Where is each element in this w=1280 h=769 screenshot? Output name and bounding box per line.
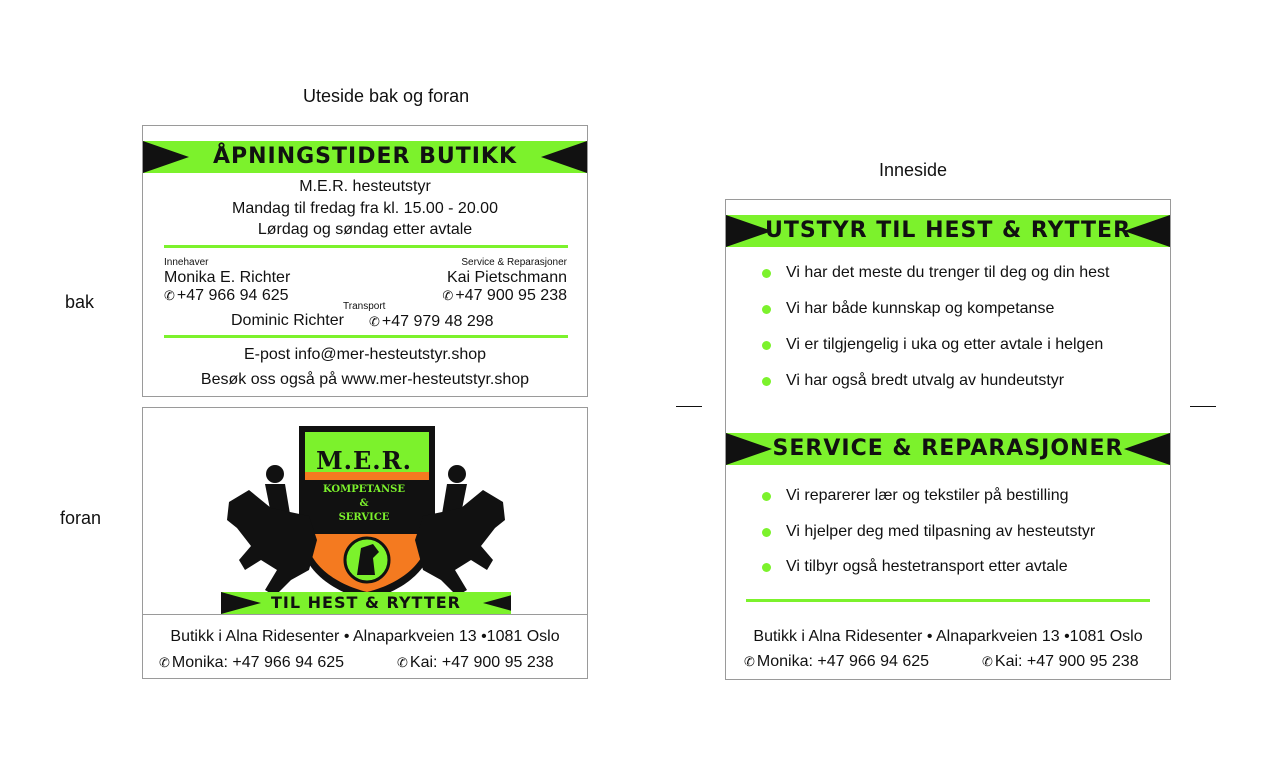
transport-phone-row [369, 313, 494, 331]
divider [143, 614, 587, 615]
divider [746, 599, 1150, 602]
logo-amp: & [359, 498, 369, 509]
front-address: Butikk i Alna Ridesenter • Alnaparkveien 13 •1081 Oslo [170, 628, 560, 645]
phone-icon: ✆ [442, 288, 454, 303]
caption-front: foran [60, 508, 102, 528]
fold-mark-right [1190, 406, 1216, 407]
service-title: SERVICE & REPARASJONER [772, 436, 1124, 461]
bullet-dot [762, 528, 771, 537]
bullet-dot [762, 563, 771, 572]
phone-icon: ✆ [369, 314, 380, 329]
logo-banner-text: TIL HEST & RYTTER [271, 593, 461, 612]
opening-hours-title: ÅPNINGSTIDER BUTIKK [212, 144, 518, 169]
inside-address: Butikk i Alna Ridesenter • Alnaparkveien 13 •1081 Oslo [753, 628, 1143, 645]
phone-icon: ✆ [982, 654, 993, 669]
phone-icon: ✆ [164, 288, 175, 303]
inside-phone-kai: ✆ Kai: +47 900 95 238 [982, 653, 1139, 670]
bullet-dot [762, 341, 771, 350]
owner-phone: +47 966 94 625 [176, 287, 289, 304]
owner-phone-row [164, 287, 289, 305]
phone-icon: ✆ [744, 654, 755, 669]
weekday-hours: Mandag til fredag fra kl. 15.00 - 20.00 [232, 200, 498, 217]
front-card [142, 407, 588, 679]
front-phone-kai: ✆ Kai: +47 900 95 238 [397, 654, 554, 671]
divider [164, 335, 568, 338]
owner-name: Monika E. Richter [164, 269, 291, 286]
divider [164, 245, 568, 248]
owner-role: Innehaver [164, 257, 209, 268]
service-phone-row [442, 287, 567, 305]
service-name: Kai Pietschmann [446, 269, 567, 286]
service-role: Service & Reparasjoner [461, 257, 567, 268]
weekend-hours: Lørdag og søndag etter avtale [257, 221, 473, 238]
inside-phone-monika: ✆ Monika: +47 966 94 625 [744, 653, 930, 670]
transport-phone: +47 979 48 298 [381, 313, 494, 330]
bullet-dot [762, 492, 771, 501]
equipment-banner [726, 215, 1170, 247]
logo-title: M.E.R. [316, 446, 412, 475]
phone-icon: ✆ [397, 655, 408, 670]
back-card [142, 125, 588, 397]
front-phone-monika: ✆ Monika: +47 966 94 625 [159, 654, 345, 671]
logo-kompetanse: KOMPETANSE [323, 484, 405, 495]
inside-card: UTSTYR TIL HEST & RYTTER Vi har det meste du trenger til deg og din hest Vi har både kunnskap og kompetanse Vi er tilgjengelig i uka og etter avtale i helgen Vi har også bredt utvalg av hundeutstyr SERVICE & REPARASJONER Vi reparerer lær og tekstiler på bestilling Vi hjelper deg med tilpasning av hesteutstyr Vi tilbyr også hestetransport etter avtale Butikk i Alna Ridesenter • Alnaparkveien 13 •1081 Oslo ✆ Monika: +47 966 94 625 ✆ Kai: +47 900 95 238 [725, 199, 1171, 680]
phone-icon: ✆ [159, 655, 170, 670]
web-line: Besøk oss også på www.mer-hesteutstyr.shop [200, 371, 530, 388]
logo-service: SERVICE [338, 512, 390, 523]
bullet-dot [762, 377, 771, 386]
caption-inside: Inneside [879, 160, 948, 180]
caption-outside: Uteside bak og foran [303, 86, 470, 106]
email-line: E-post info@mer-hesteutstyr.shop [243, 346, 487, 363]
bullet-dot [762, 269, 771, 278]
equipment-title: UTSTYR TIL HEST & RYTTER [764, 218, 1132, 243]
transport-role: Transport [343, 301, 386, 312]
opening-hours-banner [143, 141, 587, 173]
caption-back: bak [65, 292, 95, 312]
transport-name: Dominic Richter [231, 312, 344, 329]
service-phone: +47 900 95 238 [455, 287, 567, 304]
shop-name: M.E.R. hesteutstyr [299, 178, 431, 195]
service-banner [726, 433, 1170, 465]
bullet-dot [762, 305, 771, 314]
fold-mark-left [676, 406, 702, 407]
